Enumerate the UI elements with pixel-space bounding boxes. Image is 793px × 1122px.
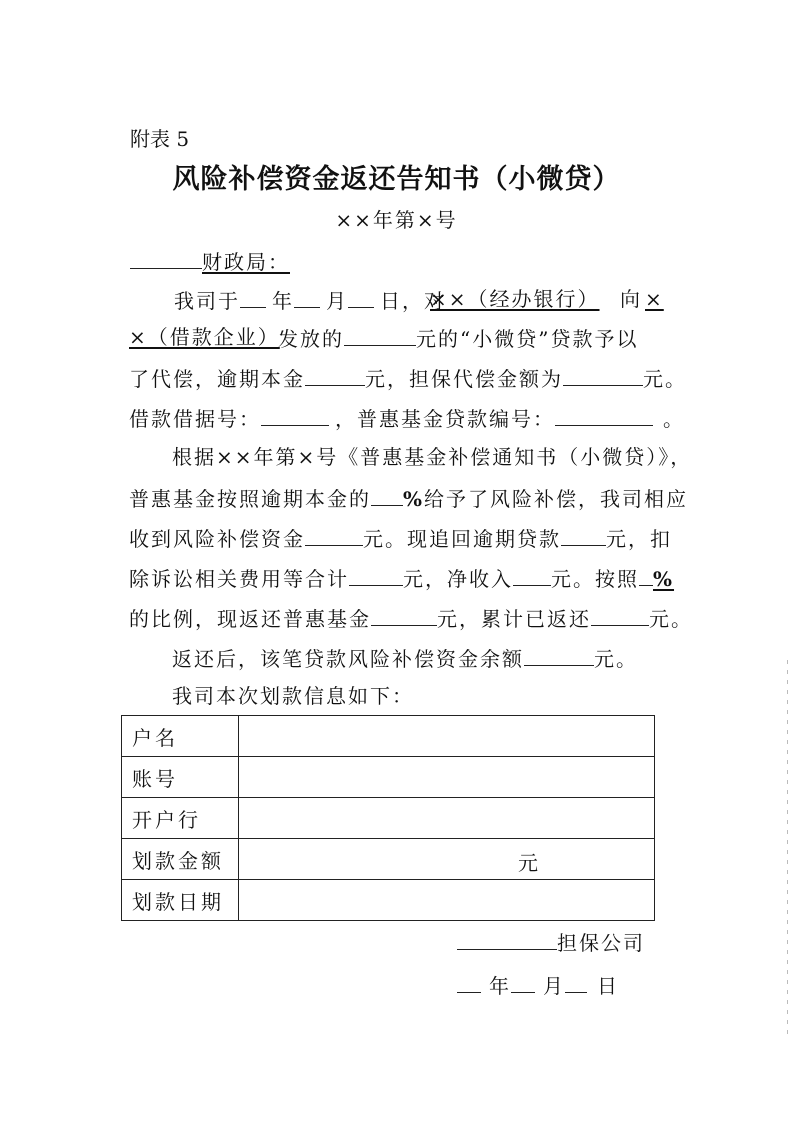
recipient-suffix: 财政局： — [202, 250, 290, 274]
recipient-blank — [130, 248, 202, 269]
transfer-info-table — [121, 715, 655, 921]
para2-line3: 收到风险补偿资金 元。现追回逾期贷款 元，扣 — [129, 527, 672, 551]
para2-line4: 除诉讼相关费用等合计 元，净收入 元。按照 % — [129, 567, 675, 591]
table-row — [122, 798, 655, 839]
para1-line3: 了代偿，逾期本金 元，担保代偿金额为 元。 — [129, 367, 687, 391]
table-row — [122, 716, 655, 757]
para4-line: 我司本次划款信息如下： — [172, 684, 414, 708]
row-label: 开户行 — [122, 798, 239, 839]
para2-line2: 普惠基金按照逾期本金的 %给予了风险补偿，我司相应 — [129, 487, 689, 511]
para1-line4: 借款借据号： ，普惠基金贷款编号： 。 — [129, 407, 685, 431]
document-number: ××年第×号 — [335, 208, 458, 232]
account-name-field[interactable] — [239, 716, 655, 757]
recipient-line — [130, 248, 290, 274]
para2-line1: 根据××年第×号《普惠基金补偿通知书（小微贷）》， — [172, 445, 693, 469]
borrower-name: ×（借款企业） — [129, 325, 280, 349]
para1-x: × — [645, 287, 664, 311]
scan-edge — [787, 660, 788, 1040]
company-blank — [457, 929, 557, 950]
annex-label: 附表 5 — [130, 127, 190, 151]
table-row — [122, 839, 655, 880]
table-row — [122, 757, 655, 798]
page-title: 风险补偿资金返还告知书（小微贷） — [172, 164, 621, 195]
account-number-field[interactable] — [239, 757, 655, 798]
bank-name: ××（经办银行） — [430, 287, 600, 311]
para3-line: 返还后，该笔贷款风险补偿资金余额 元。 — [172, 647, 638, 671]
row-label: 账号 — [122, 757, 239, 798]
signature-company: 担保公司 — [457, 929, 645, 955]
yuan-unit: 元 — [518, 851, 541, 875]
row-label: 户名 — [122, 716, 239, 757]
bank-branch-field[interactable] — [239, 798, 655, 839]
para1-to: 向 — [620, 287, 642, 311]
transfer-date-field[interactable] — [239, 880, 655, 921]
table-row — [122, 880, 655, 921]
row-label: 划款金额 — [122, 839, 239, 880]
signature-date: 年 月 日 — [457, 972, 619, 998]
row-label: 划款日期 — [122, 880, 239, 921]
para1-line2: 发放的 元的“小微贷”贷款予以 — [278, 327, 639, 351]
transfer-amount-field[interactable] — [239, 839, 655, 880]
para1-line1: 我司于 年 月 日，对 — [174, 289, 446, 313]
para2-line5: 的比例，现返还普惠基金 元，累计已返还 元。 — [129, 607, 693, 631]
